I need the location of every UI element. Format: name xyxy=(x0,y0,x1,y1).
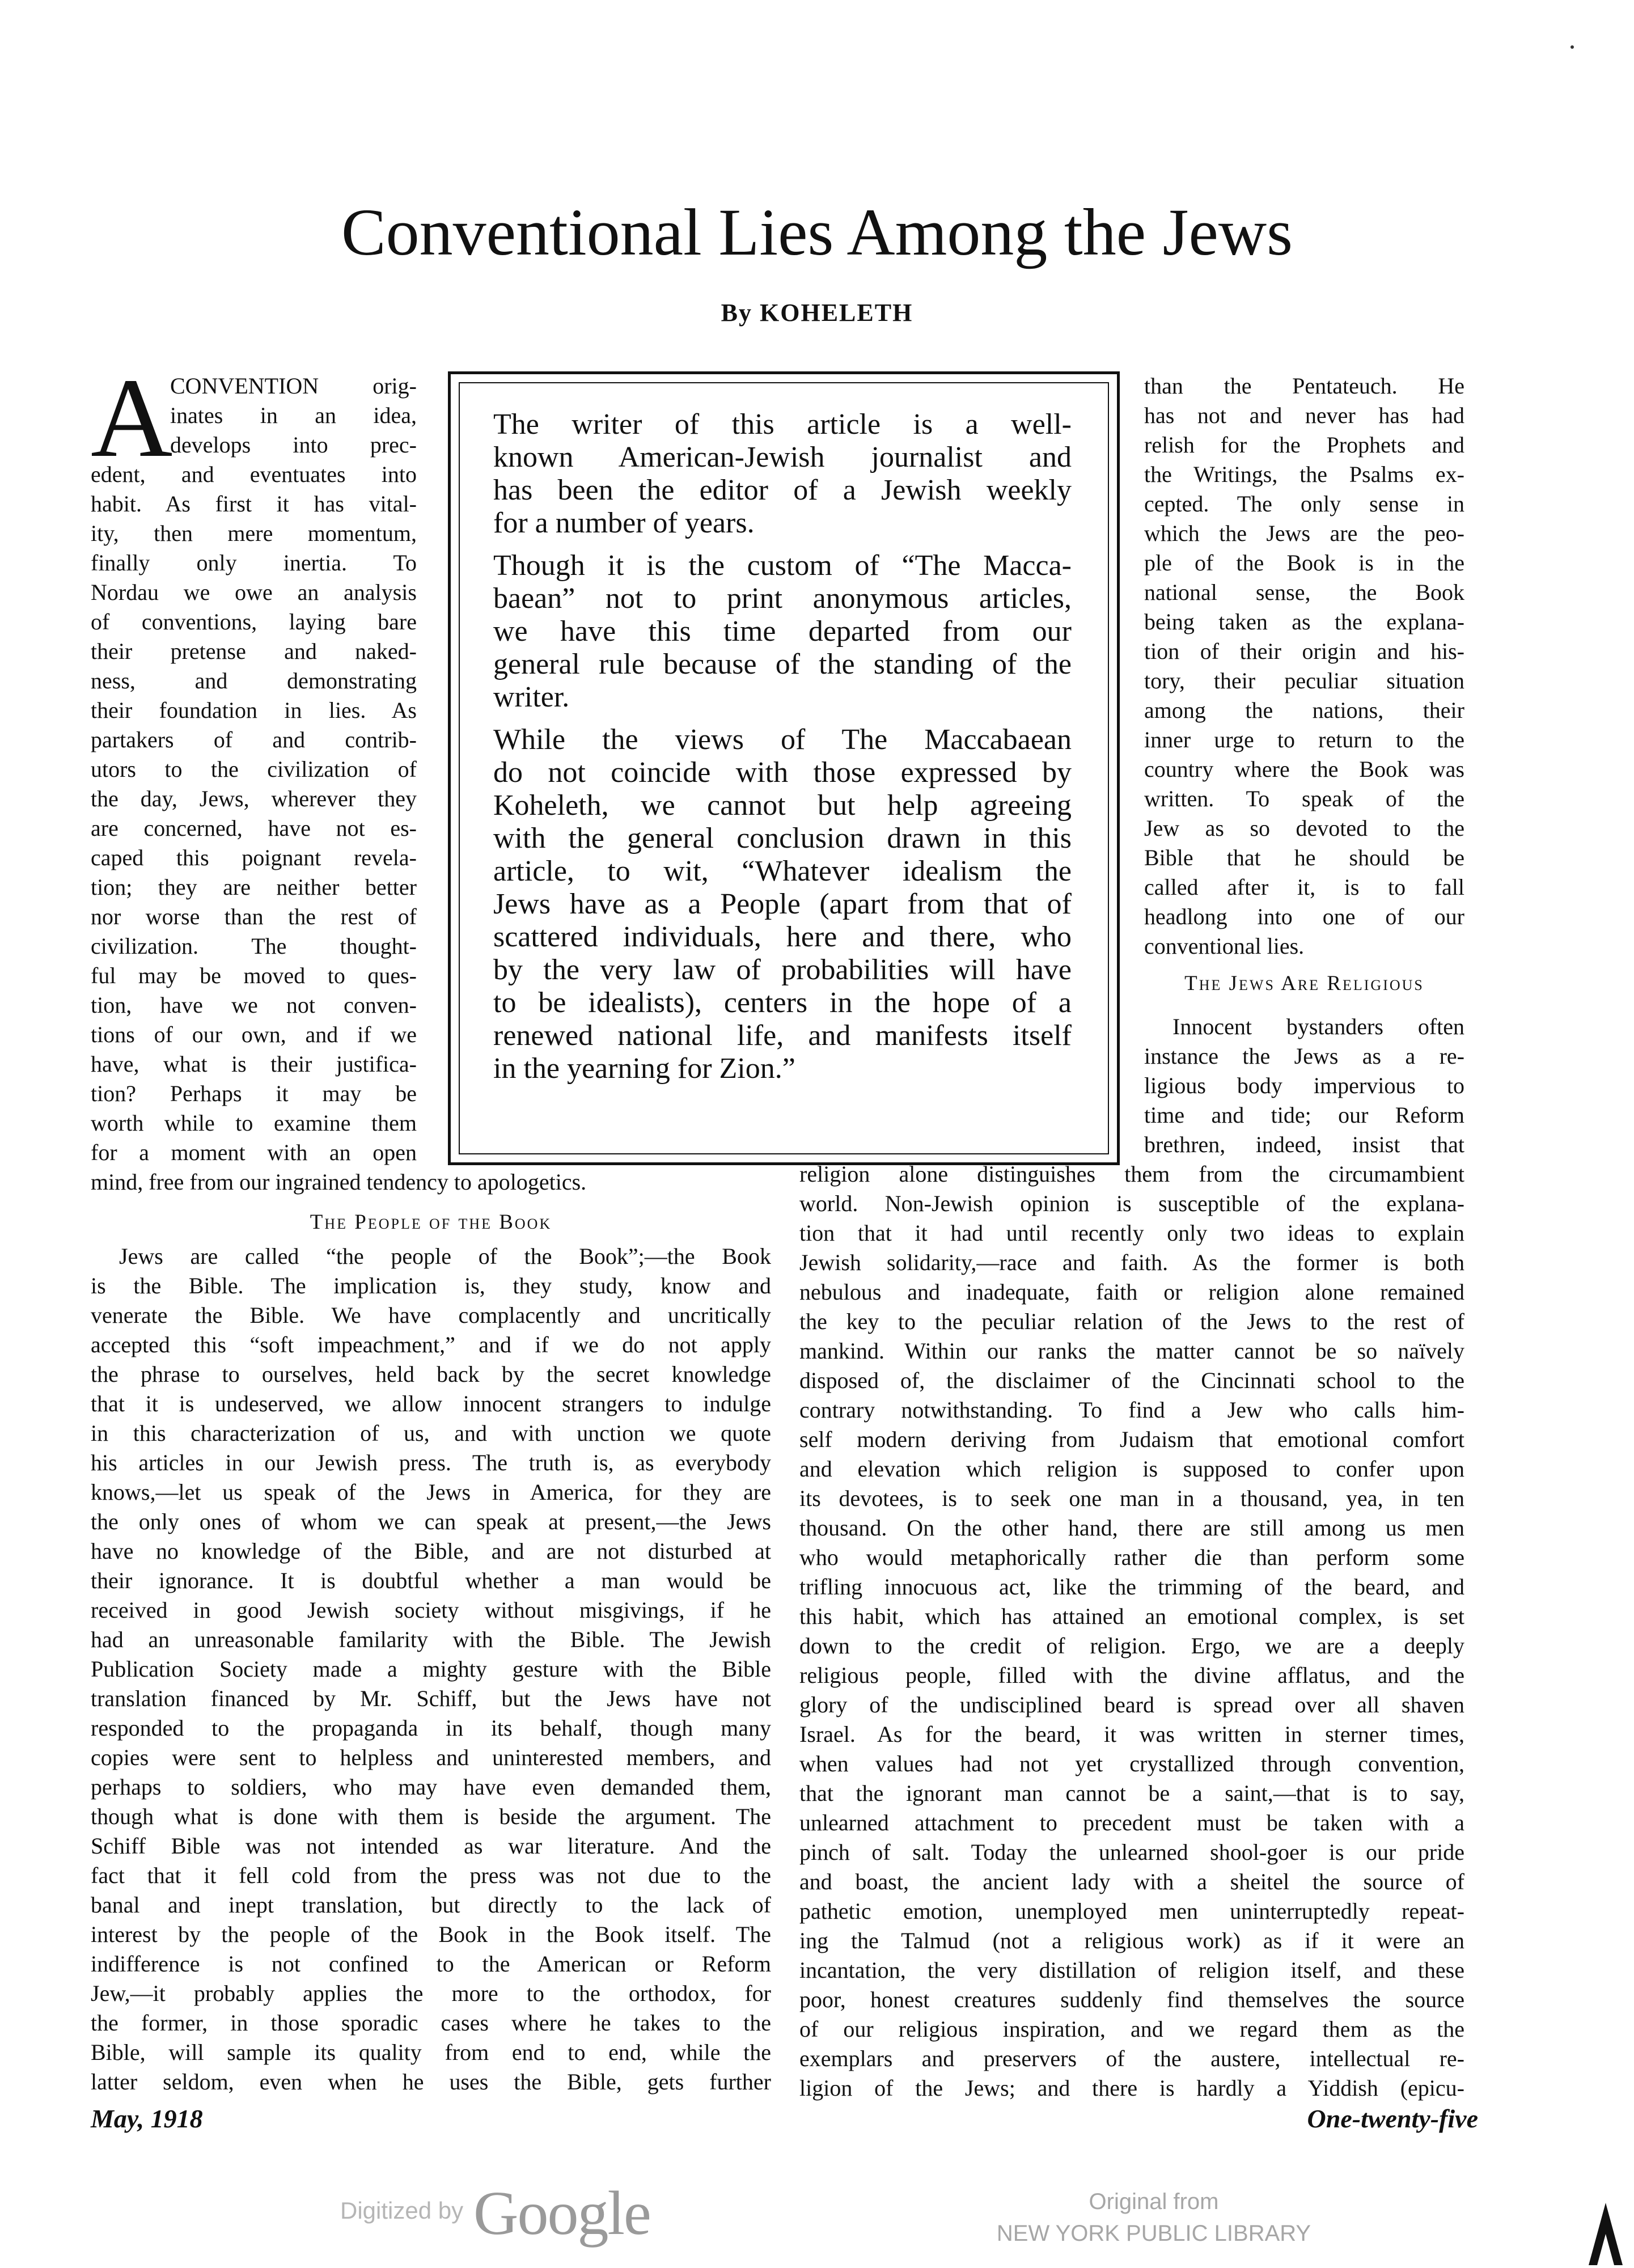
section-people-of-the-book-body xyxy=(91,1242,771,2097)
paragraph-gap xyxy=(493,714,1072,723)
people-of-the-book-line: Bible, will sample its quality from end to end, while the xyxy=(91,2039,771,2065)
intro-line: worth while to examine them xyxy=(91,1110,417,1136)
editor-note-line: renewed national life, and manifests itself xyxy=(493,1019,1072,1052)
right-column-line: the Writings, the Psalms ex- xyxy=(1144,462,1464,487)
right-column-body xyxy=(1144,371,1464,961)
people-of-the-book-line: have no knowledge of the Bible, and are not disturbed at xyxy=(91,1538,771,1564)
section-heading-jews-are-religious: The Jews Are Religious xyxy=(1184,972,1424,995)
religious-line: thousand. On the other hand, there are still among us men xyxy=(799,1515,1464,1541)
religious-line: poor, honest creatures suddenly find themselves the source xyxy=(799,1987,1464,2012)
people-of-the-book-line: had an unreasonable familarity with the Bible. The Jewish xyxy=(91,1627,771,1652)
right-column-line: called after it, is to fall xyxy=(1144,874,1464,900)
religious-line: ligion of the Jews; and there is hardly a Yiddish (epicu- xyxy=(799,2075,1464,2101)
intro-line: CONVENTION orig- xyxy=(170,373,417,399)
editor-note-line: Koheleth, we cannot but help agreeing xyxy=(493,789,1072,822)
people-of-the-book-line: the only ones of whom we can speak at present,—the Jews xyxy=(91,1509,771,1534)
people-of-the-book-line: latter seldom, even when he uses the Bible, gets further xyxy=(91,2069,771,2094)
article-title: Conventional Lies Among the Jews xyxy=(341,195,1293,269)
editor-note-line: baean” not to print anonymous articles, xyxy=(493,582,1072,615)
intro-line: caped this poignant revela- xyxy=(91,845,417,870)
library-name: NEW YORK PUBLIC LIBRARY xyxy=(996,2221,1311,2246)
intro-line: have, what is their justifica- xyxy=(91,1051,417,1077)
right-column-line: Jew as so devoted to the xyxy=(1144,815,1464,841)
religious-line: instance the Jews as a re- xyxy=(1144,1043,1464,1069)
right-column-line: than the Pentateuch. He xyxy=(1144,373,1464,399)
people-of-the-book-line: copies were sent to helpless and uninterested members, and xyxy=(91,1745,771,1770)
people-of-the-book-line: is the Bible. The implication is, they study, know and xyxy=(91,1273,771,1298)
religious-line: brethren, indeed, insist that xyxy=(1144,1132,1464,1157)
religious-line: incantation, the very distillation of religion itself, and these xyxy=(799,1957,1464,1983)
people-of-the-book-line: fact that it fell cold from the press was not due to the xyxy=(91,1863,771,1888)
editor-note-line: for a number of years. xyxy=(493,507,755,539)
right-column-line: relish for the Prophets and xyxy=(1144,432,1464,458)
editor-note-line: with the general conclusion drawn in this xyxy=(493,822,1072,854)
editor-note-line: scattered individuals, here and there, who xyxy=(493,921,1072,953)
right-column-line: conventional lies. xyxy=(1144,933,1305,959)
issue-date: May, 1918 xyxy=(91,2104,203,2133)
people-of-the-book-line: responded to the propaganda in its behalf, though many xyxy=(91,1715,771,1741)
right-column-line: inner urge to return to the xyxy=(1144,727,1464,752)
editor-note-line: do not coincide with those expressed by xyxy=(493,756,1072,789)
intro-line: edent, and eventuates into xyxy=(91,462,417,487)
religious-line: ligious body impervious to xyxy=(1144,1073,1464,1098)
intro-line: civilization. The thought- xyxy=(91,933,417,959)
right-column-section2-body xyxy=(1144,1012,1464,1160)
section-heading-people-of-the-book: The People of the Book xyxy=(310,1211,552,1234)
page-speck xyxy=(1570,45,1574,49)
intro-line: ity, then mere momentum, xyxy=(91,521,417,546)
intro-line: tion? Perhaps it may be xyxy=(91,1081,417,1106)
people-of-the-book-line: accepted this “soft impeachment,” and if we do not apply xyxy=(91,1332,771,1357)
right-column-line: tory, their peculiar situation xyxy=(1144,668,1464,693)
people-of-the-book-line: Jews are called “the people of the Book”;—the Book xyxy=(119,1243,771,1269)
right-column-line: headlong into one of our xyxy=(1144,904,1464,929)
religious-line: tion that it had until recently only two ideas to explain xyxy=(799,1220,1464,1246)
editor-note-line: writer. xyxy=(493,681,570,713)
editor-note-line: known American-Jewish journalist and xyxy=(493,441,1072,473)
intro-line: tion, have we not conven- xyxy=(91,992,417,1018)
library-attribution xyxy=(989,2186,1318,2249)
religious-line: trifling innocuous act, like the trimming of the beard, and xyxy=(799,1574,1464,1600)
religious-line: who would metaphorically rather die than perform some xyxy=(799,1545,1464,1570)
intro-line: their foundation in lies. As xyxy=(91,697,417,723)
right-column-line: written. To speak of the xyxy=(1144,786,1464,811)
intro-line: habit. As first it has vital- xyxy=(91,491,417,517)
original-from-label: Original from xyxy=(1089,2189,1219,2214)
people-of-the-book-line: though what is done with them is beside the argument. The xyxy=(91,1804,771,1829)
editor-note-line: in the yearning for Zion.” xyxy=(493,1052,795,1085)
editor-note-text xyxy=(493,408,1072,1085)
people-of-the-book-line: the phrase to ourselves, held back by the secret knowledge xyxy=(91,1361,771,1387)
religious-line: Israel. As for the beard, it was written in sterner times, xyxy=(799,1721,1464,1747)
intro-line: utors to the civilization of xyxy=(91,756,417,782)
intro-line: Nordau we owe an analysis xyxy=(91,579,417,605)
religious-line: its devotees, is to seek one man in a thousand, yea, in ten xyxy=(799,1486,1464,1511)
religious-line: contrary notwithstanding. To find a Jew who calls him- xyxy=(799,1397,1464,1423)
religious-line: exemplars and preservers of the austere, intellectual re- xyxy=(799,2046,1464,2071)
religious-line: mankind. Within our ranks the matter cannot be so naïvely xyxy=(799,1338,1464,1364)
section-jews-are-religious-body xyxy=(799,1160,1464,2103)
religious-line: self modern deriving from Judaism that emotional comfort xyxy=(799,1427,1464,1452)
page-corner-mark xyxy=(1583,2200,1628,2268)
intro-line: are concerned, have not es- xyxy=(91,815,417,841)
editor-note-line: Though it is the custom of “The Macca- xyxy=(493,549,1072,582)
religious-line: nebulous and inadequate, faith or religion alone remained xyxy=(799,1279,1464,1305)
intro-paragraph xyxy=(91,356,417,1167)
people-of-the-book-line: Jew,—it probably applies the more to the orthodox, for xyxy=(91,1981,771,2006)
editor-note-line: general rule because of the standing of the xyxy=(493,648,1072,680)
religious-line: glory of the undisciplined beard is spread over all shaven xyxy=(799,1692,1464,1717)
religious-line: down to the credit of religion. Ergo, we are a deeply xyxy=(799,1633,1464,1658)
intro-line: tion; they are neither better xyxy=(91,874,417,900)
intro-line: finally only inertia. To xyxy=(91,550,417,576)
intro-line: tions of our own, and if we xyxy=(91,1022,417,1047)
religious-line: pathetic emotion, unemployed men uninterruptedly repeat- xyxy=(799,1898,1464,1924)
religious-line: this habit, which has attained an emotional complex, is set xyxy=(799,1603,1464,1629)
drop-cap: A xyxy=(91,356,173,481)
religious-line: pinch of salt. Today the unlearned shool-goer is our pride xyxy=(799,1839,1464,1865)
editor-note-line: article, to wit, “Whatever idealism the xyxy=(493,855,1072,887)
religious-line: and boast, the ancient lady with a sheitel the source of xyxy=(799,1869,1464,1894)
people-of-the-book-line: received in good Jewish society without misgivings, if he xyxy=(91,1597,771,1623)
religious-line: religion alone distinguishes them from the circumambient xyxy=(799,1161,1464,1187)
people-of-the-book-line: their ignorance. It is doubtful whether a man would be xyxy=(91,1568,771,1593)
intro-last-line xyxy=(91,1167,771,1197)
right-column-line: cepted. The only sense in xyxy=(1144,491,1464,517)
people-of-the-book-line: Publication Society made a mighty gesture with the Bible xyxy=(91,1656,771,1682)
religious-line: when values had not yet crystallized through convention, xyxy=(799,1751,1464,1776)
right-column-line: among the nations, their xyxy=(1144,697,1464,723)
intro-last-line-text: mind, free from our ingrained tendency to apologetics. xyxy=(91,1169,587,1195)
religious-line: Jewish solidarity,—race and faith. As the former is both xyxy=(799,1250,1464,1275)
intro-line: for a moment with an open xyxy=(91,1140,417,1165)
right-column-line: which the Jews are the peo- xyxy=(1144,521,1464,546)
people-of-the-book-line: in this characterization of us, and with unction we quote xyxy=(91,1420,771,1446)
page-number: One-twenty-five xyxy=(1307,2104,1478,2133)
editor-note-line: Jews have as a People (apart from that of xyxy=(493,888,1072,920)
editor-note-box xyxy=(448,371,1120,1165)
religious-line: the key to the peculiar relation of the Jews to the rest of xyxy=(799,1309,1464,1334)
people-of-the-book-line: indifference is not confined to the American or Reform xyxy=(91,1951,771,1977)
religious-line: disposed of, the disclaimer of the Cincinnati school to the xyxy=(799,1368,1464,1393)
intro-line: ful may be moved to ques- xyxy=(91,963,417,988)
people-of-the-book-line: that it is undeserved, we allow innocent strangers to indulge xyxy=(91,1391,771,1416)
editor-note-line: While the views of The Maccabaean xyxy=(493,723,1072,756)
religious-line: religious people, filled with the divine afflatus, and the xyxy=(799,1662,1464,1688)
people-of-the-book-line: his articles in our Jewish press. The truth is, as everybody xyxy=(91,1450,771,1475)
right-column-line: ple of the Book is in the xyxy=(1144,550,1464,576)
people-of-the-book-line: the former, in those sporadic cases where he takes to the xyxy=(91,2010,771,2036)
intro-line: develops into prec- xyxy=(170,432,417,458)
right-column-line: tion of their origin and his- xyxy=(1144,638,1464,664)
intro-line: the day, Jews, wherever they xyxy=(91,786,417,811)
editor-note-line: has been the editor of a Jewish weekly xyxy=(493,474,1072,506)
religious-line: and elevation which religion is supposed to confer upon xyxy=(799,1456,1464,1482)
people-of-the-book-line: perhaps to soldiers, who may have even demanded them, xyxy=(91,1774,771,1800)
religious-line: Innocent bystanders often xyxy=(1172,1014,1464,1039)
people-of-the-book-line: banal and inept translation, but directly to the lack of xyxy=(91,1892,771,1918)
people-of-the-book-line: interest by the people of the Book in the Book itself. The xyxy=(91,1922,771,1947)
religious-line: ing the Talmud (not a religious work) as if it were an xyxy=(799,1928,1464,1953)
intro-line: of conventions, laying bare xyxy=(91,609,417,634)
religious-line: time and tide; our Reform xyxy=(1144,1102,1464,1128)
right-column-line: national sense, the Book xyxy=(1144,579,1464,605)
editor-note-line: The writer of this article is a well- xyxy=(493,408,1072,441)
paragraph-gap xyxy=(493,540,1072,549)
byline: By KOHELETH xyxy=(721,299,913,327)
intro-line: their pretense and naked- xyxy=(91,638,417,664)
right-column-line: country where the Book was xyxy=(1144,756,1464,782)
religious-line: world. Non-Jewish opinion is susceptible of the explana- xyxy=(799,1191,1464,1216)
google-logo: Google xyxy=(473,2178,650,2248)
right-column-line: has not and never has had xyxy=(1144,403,1464,428)
digitized-by-label: Digitized by xyxy=(340,2197,464,2224)
people-of-the-book-line: translation financed by Mr. Schiff, but the Jews have not xyxy=(91,1686,771,1711)
religious-line: unlearned attachment to precedent must be taken with a xyxy=(799,1810,1464,1835)
editor-note-line: by the very law of probabilities will have xyxy=(493,954,1072,986)
right-column-line: Bible that he should be xyxy=(1144,845,1464,870)
intro-line: nor worse than the rest of xyxy=(91,904,417,929)
people-of-the-book-line: knows,—let us speak of the Jews in America, for they are xyxy=(91,1479,771,1505)
editor-note-line: we have this time departed from our xyxy=(493,615,1072,648)
intro-line: ness, and demonstrating xyxy=(91,668,417,693)
intro-line: inates in an idea, xyxy=(170,403,417,428)
right-column-line: being taken as the explana- xyxy=(1144,609,1464,634)
people-of-the-book-line: venerate the Bible. We have complacently and uncritically xyxy=(91,1302,771,1328)
editor-note-line: to be idealists), centers in the hope of a xyxy=(493,987,1072,1019)
intro-line: partakers of and contrib- xyxy=(91,727,417,752)
people-of-the-book-line: Schiff Bible was not intended as war literature. And the xyxy=(91,1833,771,1859)
religious-line: of our religious inspiration, and we regard them as the xyxy=(799,2016,1464,2042)
religious-line: that the ignorant man cannot be a saint,—that is to say, xyxy=(799,1780,1464,1806)
